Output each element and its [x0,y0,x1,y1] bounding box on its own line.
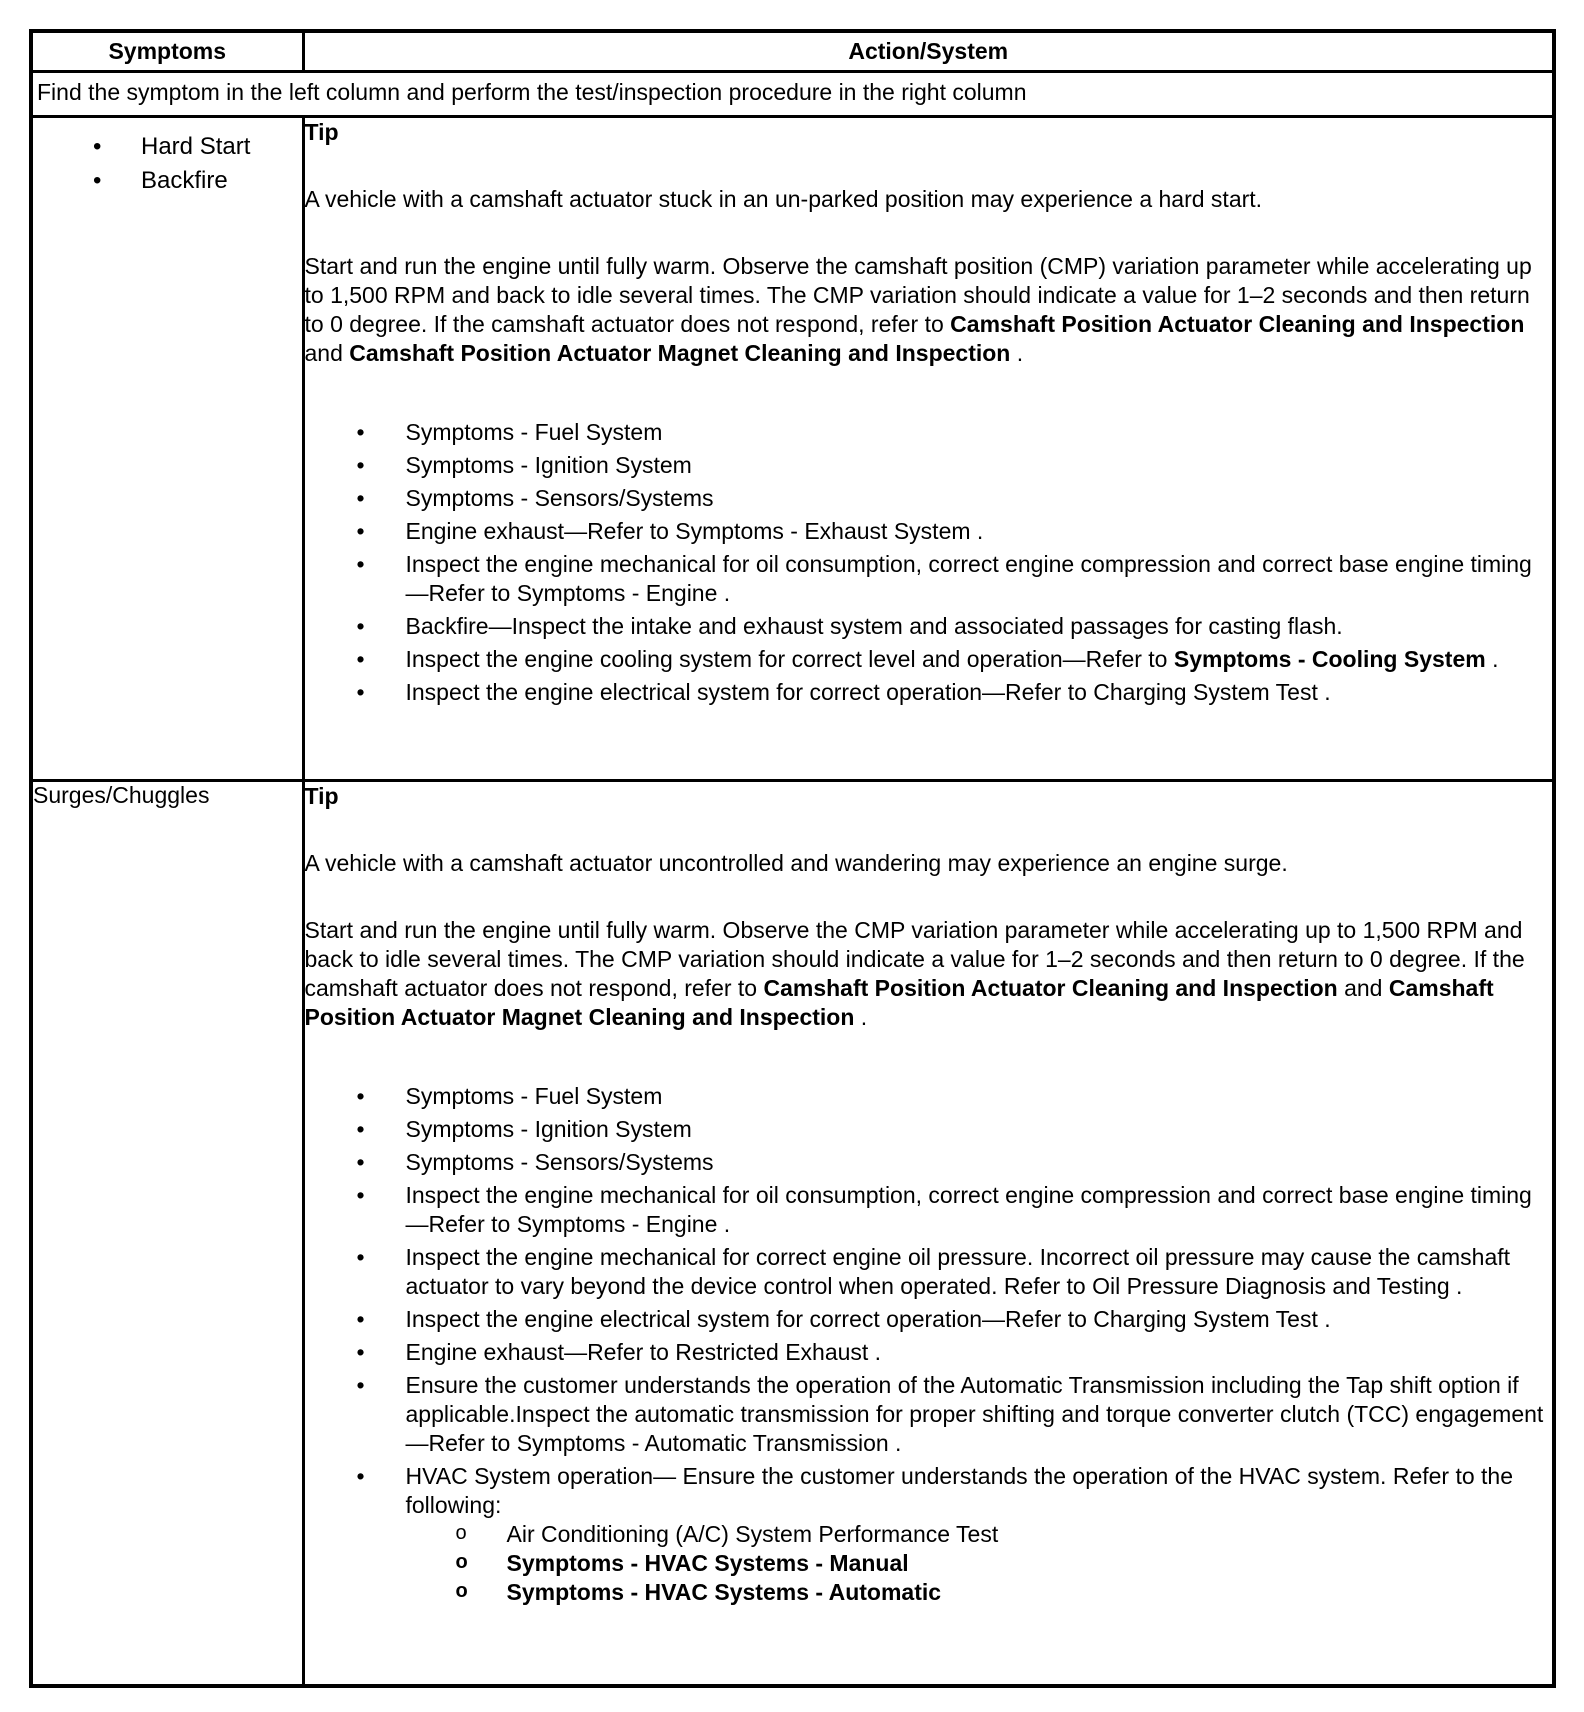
sub-list-item[interactable]: o Symptoms - HVAC Systems - Manual [406,1549,1553,1578]
sub-list-item[interactable]: o Symptoms - HVAC Systems - Automatic [406,1578,1553,1607]
list-item: • Inspect the engine mechanical for oil consumption, correct engine compression and correct base engine timing—Refer to Symptoms - Engine . [305,550,1553,608]
list-item: • Engine exhaust—Refer to Restricted Exhaust . [305,1338,1553,1367]
action-cell [303,781,1554,1686]
symptom-item: • Hard Start [33,130,302,164]
header-action-system: Action/System [303,31,1554,72]
list-item: • Inspect the engine electrical system for correct operation—Refer to Charging System Test . [305,1305,1553,1334]
instruction-row [31,72,1554,117]
procedure-end: . [854,1004,868,1030]
table-row [31,117,1554,781]
list-item: • Engine exhaust—Refer to Symptoms - Exhaust System . [305,517,1553,546]
list-item: • Ensure the customer understands the operation of the Automatic Transmission including the Tap shift option if applicable.Inspect the automatic transmission for proper shifting and torque converter clutch (TCC) engagement—Refer to Symptoms - Automatic Transmission . [305,1371,1553,1458]
hvac-text: HVAC System operation— Ensure the customer understands the operation of the HVAC system. Refer to the following: [405,1463,1514,1518]
list-item: • Symptoms - Sensors/Systems [305,1148,1553,1177]
procedure-paragraph [305,252,1553,368]
list-item [305,645,1553,674]
tip-text: A vehicle with a camshaft actuator uncontrolled and wandering may experience an engine surge. [304,850,1288,876]
symptom-cell: Surges/Chuggles [31,781,303,1686]
procedure-text: Start and run the engine until fully warm. Observe the camshaft position (CMP) variation parameter while accelerating up to 1,500 RPM and back to idle several times. The CMP variation should indicate a value for 1–2 seconds and then return to 0 degree. If the camshaft actuator does not respond, refer to [304,253,1532,337]
link-actuator-cleaning[interactable]: Camshaft Position Actuator Cleaning and Inspection [950,311,1525,337]
instruction-text: Find the symptom in the left column and perform the test/inspection procedure in the right column [31,72,1554,117]
action-list [305,418,1553,707]
list-item: • Symptoms - Fuel System [305,1082,1553,1111]
header-symptoms: Symptoms [31,31,303,72]
procedure-and: and [1337,975,1389,1001]
table-row [31,781,1554,1686]
cooling-end: . [1485,646,1499,672]
action-list [305,1082,1553,1607]
symptom-list [33,118,302,198]
action-cell [303,117,1554,781]
header-row [31,31,1554,72]
tip-label: Tip [304,783,339,809]
list-item: • Inspect the engine mechanical for correct engine oil pressure. Incorrect oil pressure may cause the camshaft actuator to vary beyond the device control when operated. Refer to Oil Pressure Diagnosis and Testing . [305,1243,1553,1301]
procedure-and: and [304,340,350,366]
sub-list-item: o Air Conditioning (A/C) System Performance Test [406,1520,1553,1549]
symptom-item: • Backfire [33,164,302,198]
tip-label: Tip [304,119,339,145]
procedure-end: . [1010,340,1024,366]
symptom-cell [31,117,303,781]
procedure-paragraph [305,916,1553,1032]
cooling-text: Inspect the engine cooling system for correct level and operation—Refer to [405,646,1174,672]
link-actuator-magnet-cleaning[interactable]: Camshaft Position Actuator Magnet Cleaning and Inspection [349,340,1011,366]
list-item: • Symptoms - Ignition System [305,1115,1553,1144]
list-item: • Inspect the engine mechanical for oil consumption, correct engine compression and correct base engine timing—Refer to Symptoms - Engine . [305,1181,1553,1239]
hvac-sub-list [406,1520,1553,1607]
list-item: • Backfire—Inspect the intake and exhaust system and associated passages for casting flash. [305,612,1553,641]
tip-text: A vehicle with a camshaft actuator stuck in an un-parked position may experience a hard start. [304,186,1263,212]
symptom-table [29,29,1556,1688]
link-actuator-magnet-cleaning[interactable]: Camshaft Position Actuator Magnet Cleaning and Inspection [304,975,1494,1030]
list-item: • Symptoms - Ignition System [305,451,1553,480]
list-item [305,1462,1553,1607]
list-item: • Symptoms - Sensors/Systems [305,484,1553,513]
link-actuator-cleaning[interactable]: Camshaft Position Actuator Cleaning and Inspection [763,975,1338,1001]
list-item: • Symptoms - Fuel System [305,418,1553,447]
symptom-table-page [29,29,1556,1688]
list-item: • Inspect the engine electrical system for correct operation—Refer to Charging System Test . [305,678,1553,707]
procedure-text: Start and run the engine until fully warm. Observe the CMP variation parameter while accelerating up to 1,500 RPM and back to idle several times. The CMP variation should indicate a value for 1–2 seconds and then return to 0 degree. If the camshaft actuator does not respond, refer to [304,917,1525,1001]
link-cooling-system[interactable]: Symptoms - Cooling System [1173,646,1486,672]
